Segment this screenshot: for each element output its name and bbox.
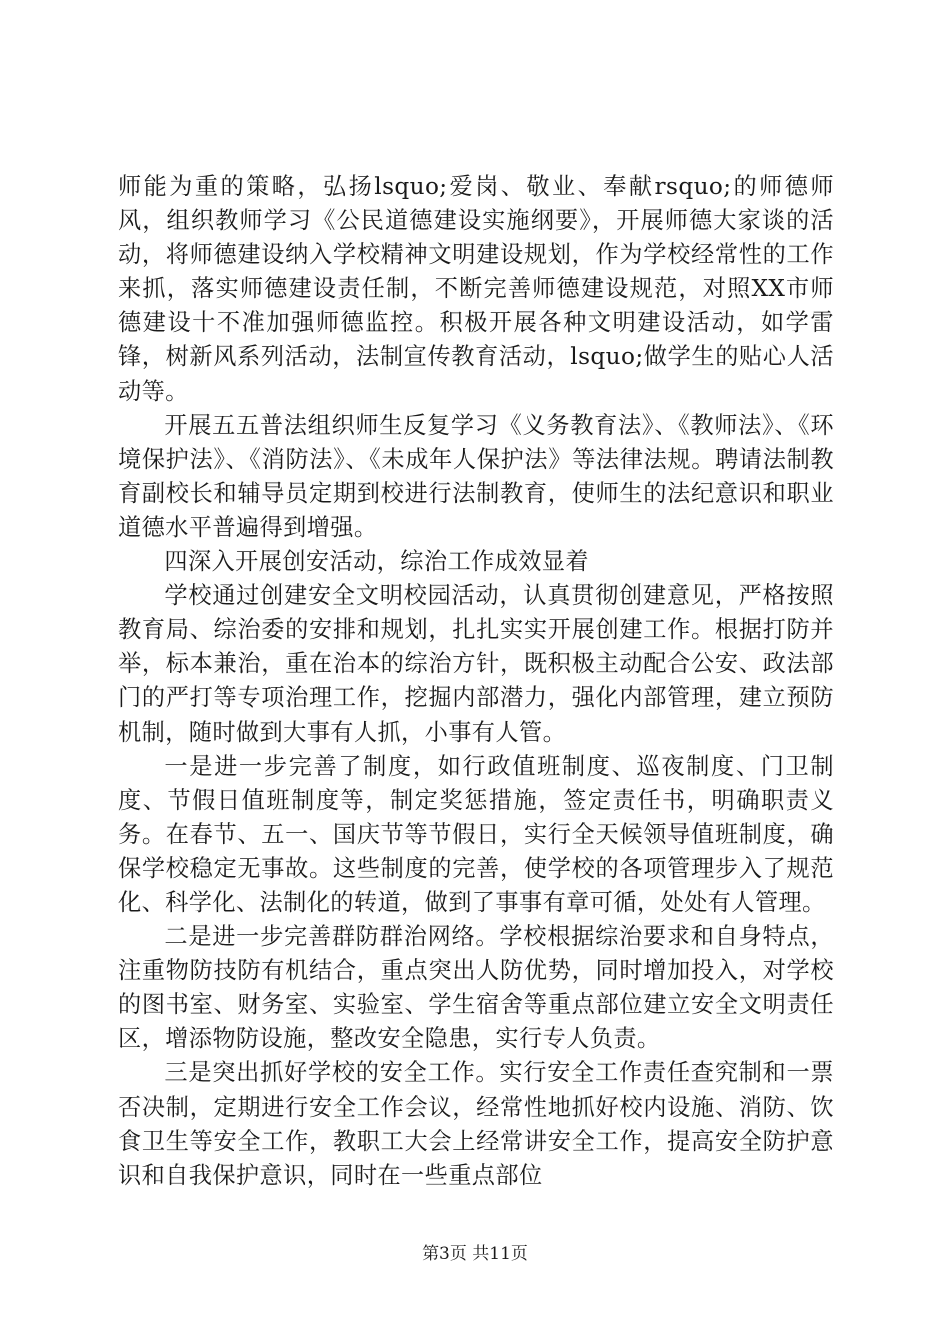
- paragraph-5: 二是进一步完善群防群治网络。学校根据综治要求和自身特点，注重物防技防有机结合，重点突出人防优势，同时增加投入，对学校的图书室、财务室、实验室、学生宿舍等重点部位建立安全文明责任区，增添物防设施，整改安全隐患，实行专人负责。: [118, 923, 834, 1053]
- paragraph-2: 开展五五普法组织师生反复学习《义务教育法》、《教师法》、《环境保护法》、《消防法》、《未成年人保护法》等法律法规。聘请法制教育副校长和辅导员定期到校进行法制教育，使师生的法纪意识和职业道德水平普遍得到增强。: [118, 411, 834, 541]
- page-number-footer: 第3页 共11页: [422, 1244, 528, 1264]
- document-body: [118, 170, 834, 1193]
- section-heading: 四深入开展创安活动，综治工作成效显着: [164, 548, 589, 576]
- paragraph-6: 三是突出抓好学校的安全工作。实行安全工作责任查究制和一票否决制，定期进行安全工作会议，经常性地抓好校内设施、消防、饮食卫生等安全工作，教职工大会上经常讲安全工作，提高安全防护意识和自我保护意识，同时在一些重点部位: [118, 1059, 834, 1189]
- paragraph-1: 师能为重的策略，弘扬lsquo;爱岗、敬业、奉献rsquo;的师德师风，组织教师学习《公民道德建设实施纲要》，开展师德大家谈的活动，将师德建设纳入学校精神文明建设规划，作为学校经常性的工作来抓，落实师德建设责任制，不断完善师德建设规范，对照XX市师德建设十不准加强师德监控。积极开展各种文明建设活动，如学雷锋，树新风系列活动，法制宣传教育活动，lsquo;做学生的贴心人活动等。: [118, 173, 834, 405]
- paragraph-4: 一是进一步完善了制度，如行政值班制度、巡夜制度、门卫制度、节假日值班制度等，制定奖惩措施，签定责任书，明确职责义务。在春节、五一、国庆节等节假日，实行全天候领导值班制度，确保学校稳定无事故。这些制度的完善，使学校的各项管理步入了规范化、科学化、法制化的转道，做到了事事有章可循，处处有人管理。: [118, 752, 834, 916]
- paragraph-3: 学校通过创建安全文明校园活动，认真贯彻创建意见，严格按照教育局、综治委的安排和规划，扎扎实实开展创建工作。根据打防并举，标本兼治，重在治本的综治方针，既积极主动配合公安、政法部门的严打等专项治理工作，挖掘内部潜力，强化内部管理，建立预防机制，随时做到大事有人抓，小事有人管。: [118, 582, 834, 746]
